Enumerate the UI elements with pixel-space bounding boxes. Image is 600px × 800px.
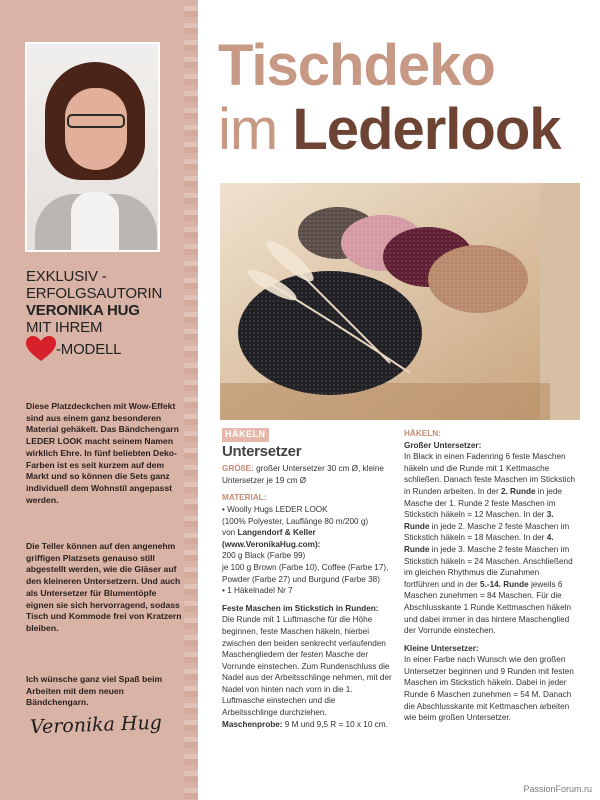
author-signature: Veronika Hug (29, 711, 163, 739)
material-line: Powder (Farbe 27) und Burgund (Farbe 38) (222, 574, 380, 584)
material-line: • 1 Häkelnadel Nr 7 (222, 586, 293, 596)
stitch-instructions: Feste Maschen im Stickstich in Runden: Die Runde mit 1 Luftmasche für die Höhe beginnen, feste Maschen häkeln, hierbei zwischen den beiden senkrecht verlaufenden Maschengliedern der festen Masche der Vorrunde einstechen. Zum Rundenschluss die Nadel aus der Arbeitsschlinge nehmen, mit der Nadel von hinten nach vorn in die 1. Luftmasche einstechen und die Arbeitsschlinge durchziehen. (222, 603, 392, 718)
sidebar-torn-edge (184, 0, 198, 800)
material-line: je 100 g Brown (Farbe 10), Coffee (Farbe 17), (222, 562, 389, 572)
small-coaster-text: In einer Farbe nach Wunsch wie den großen Untersetzer beginnen und 9 Runden mit festen Maschen im Stickstich häkeln. Dabei in jeder Runde 6 Maschen zunehmen = 54 M. Danach die Abschlusskante mit Kettmaschen arbeiten wie beim großen Untersetzer. (404, 655, 574, 723)
author-photo (25, 42, 160, 252)
intro-paragraph-3: Ich wünsche ganz viel Spaß beim Arbeiten mit dem neuen Bändchengarn. (26, 674, 163, 708)
intro-paragraph-1: Diese Platzdeckchen mit Wow-Effekt sind aus einem ganz besonderen Material gehäkelt. Das Bändchengarn LEDER LOOK macht seinem Namen wirklich Ehre. In fünf beliebten Deko-Farben ist es seit kurzem auf dem Markt und so können die Sets ganz individuell dem Wohnstil angepasst werden. (26, 401, 179, 505)
gauge-line: Maschenprobe: 9 M und 9,5 R = 10 x 10 cm. (222, 719, 388, 729)
erfolgs-label: ERFOLGSAUTORIN (26, 285, 163, 302)
author-name: VERONIKA HUG (26, 302, 140, 319)
mit-label: MIT IHREM (26, 319, 103, 336)
material-label: MATERIAL: (222, 493, 267, 503)
material-line: (100% Polyester, Lauflänge 80 m/200 g) (222, 516, 369, 526)
small-coaster-label: Kleine Untersetzer: (404, 643, 479, 653)
exklusiv-label: EXKLUSIV - (26, 268, 107, 285)
crochet-heading: HÄKELN: (404, 429, 441, 438)
large-coaster-text: In Black in einen Fadenring 6 feste Maschen häkeln und die Runde mit 1 Kettmasche schließen. Danach feste Maschen im Stickstich in Runden arbeiten. In der 2. Runde in jede Masche der 1. Runde 2 feste Maschen im Stickstich häkeln = 12 Maschen. In der 3. Runde in jede 2. Masche 2 feste Maschen im Stickstich häkeln = 18 Maschen. In der 4. Runde in jede 3. Masche 2 feste Maschen im Stickstich häkeln = 24 Maschen. Anschließend im gleichen Rhythmus die Zunahmen fortführen und in der 5.-14. Runde jeweils 6 Maschen zunehmen = 84 Maschen. Für die Abschlusskante 1 Runde Kettmaschen häkeln und dabei immer in das hintere Maschenglied der Vorrunde einstechen. (404, 452, 576, 636)
modell-label: -MODELL (56, 340, 122, 358)
watermark-footer: PassionForum.ru (523, 784, 592, 794)
intro-paragraph-2: Die Teller können auf den angenehm griffigen Platzsets genauso still abgestellt werden, wie die Gläser auf den kleineren Untersetzern. Und auch als Untersetzer für Blumentöpfe eignen sie sich hervorragend, sodass Tisch und Kommode frei von Kratzern bleiben. (26, 541, 182, 633)
author-badge (26, 268, 191, 362)
material-line: 200 g Black (Farbe 99) (222, 551, 306, 561)
section-tag: HÄKELN (222, 428, 269, 442)
material-line: • Woolly Hugs LEDER LOOK (222, 504, 328, 514)
heart-icon (26, 336, 56, 362)
instructions-column (404, 428, 576, 724)
page-title-line1: Tischdeko (218, 33, 495, 98)
material-line: von Langendorf & Keller (222, 528, 316, 538)
page-title-line2: im Lederlook (218, 97, 561, 162)
materials-column (222, 428, 392, 730)
material-line: (www.VeronikaHug.com): (222, 539, 321, 549)
size-block: GRÖßE: großer Untersetzer 30 cm Ø, kleine Untersetzer je 19 cm Ø (222, 464, 384, 485)
hero-photo-coasters (220, 183, 580, 420)
large-coaster-label: Großer Untersetzer: (404, 440, 482, 450)
section-heading: Untersetzer (222, 442, 302, 460)
